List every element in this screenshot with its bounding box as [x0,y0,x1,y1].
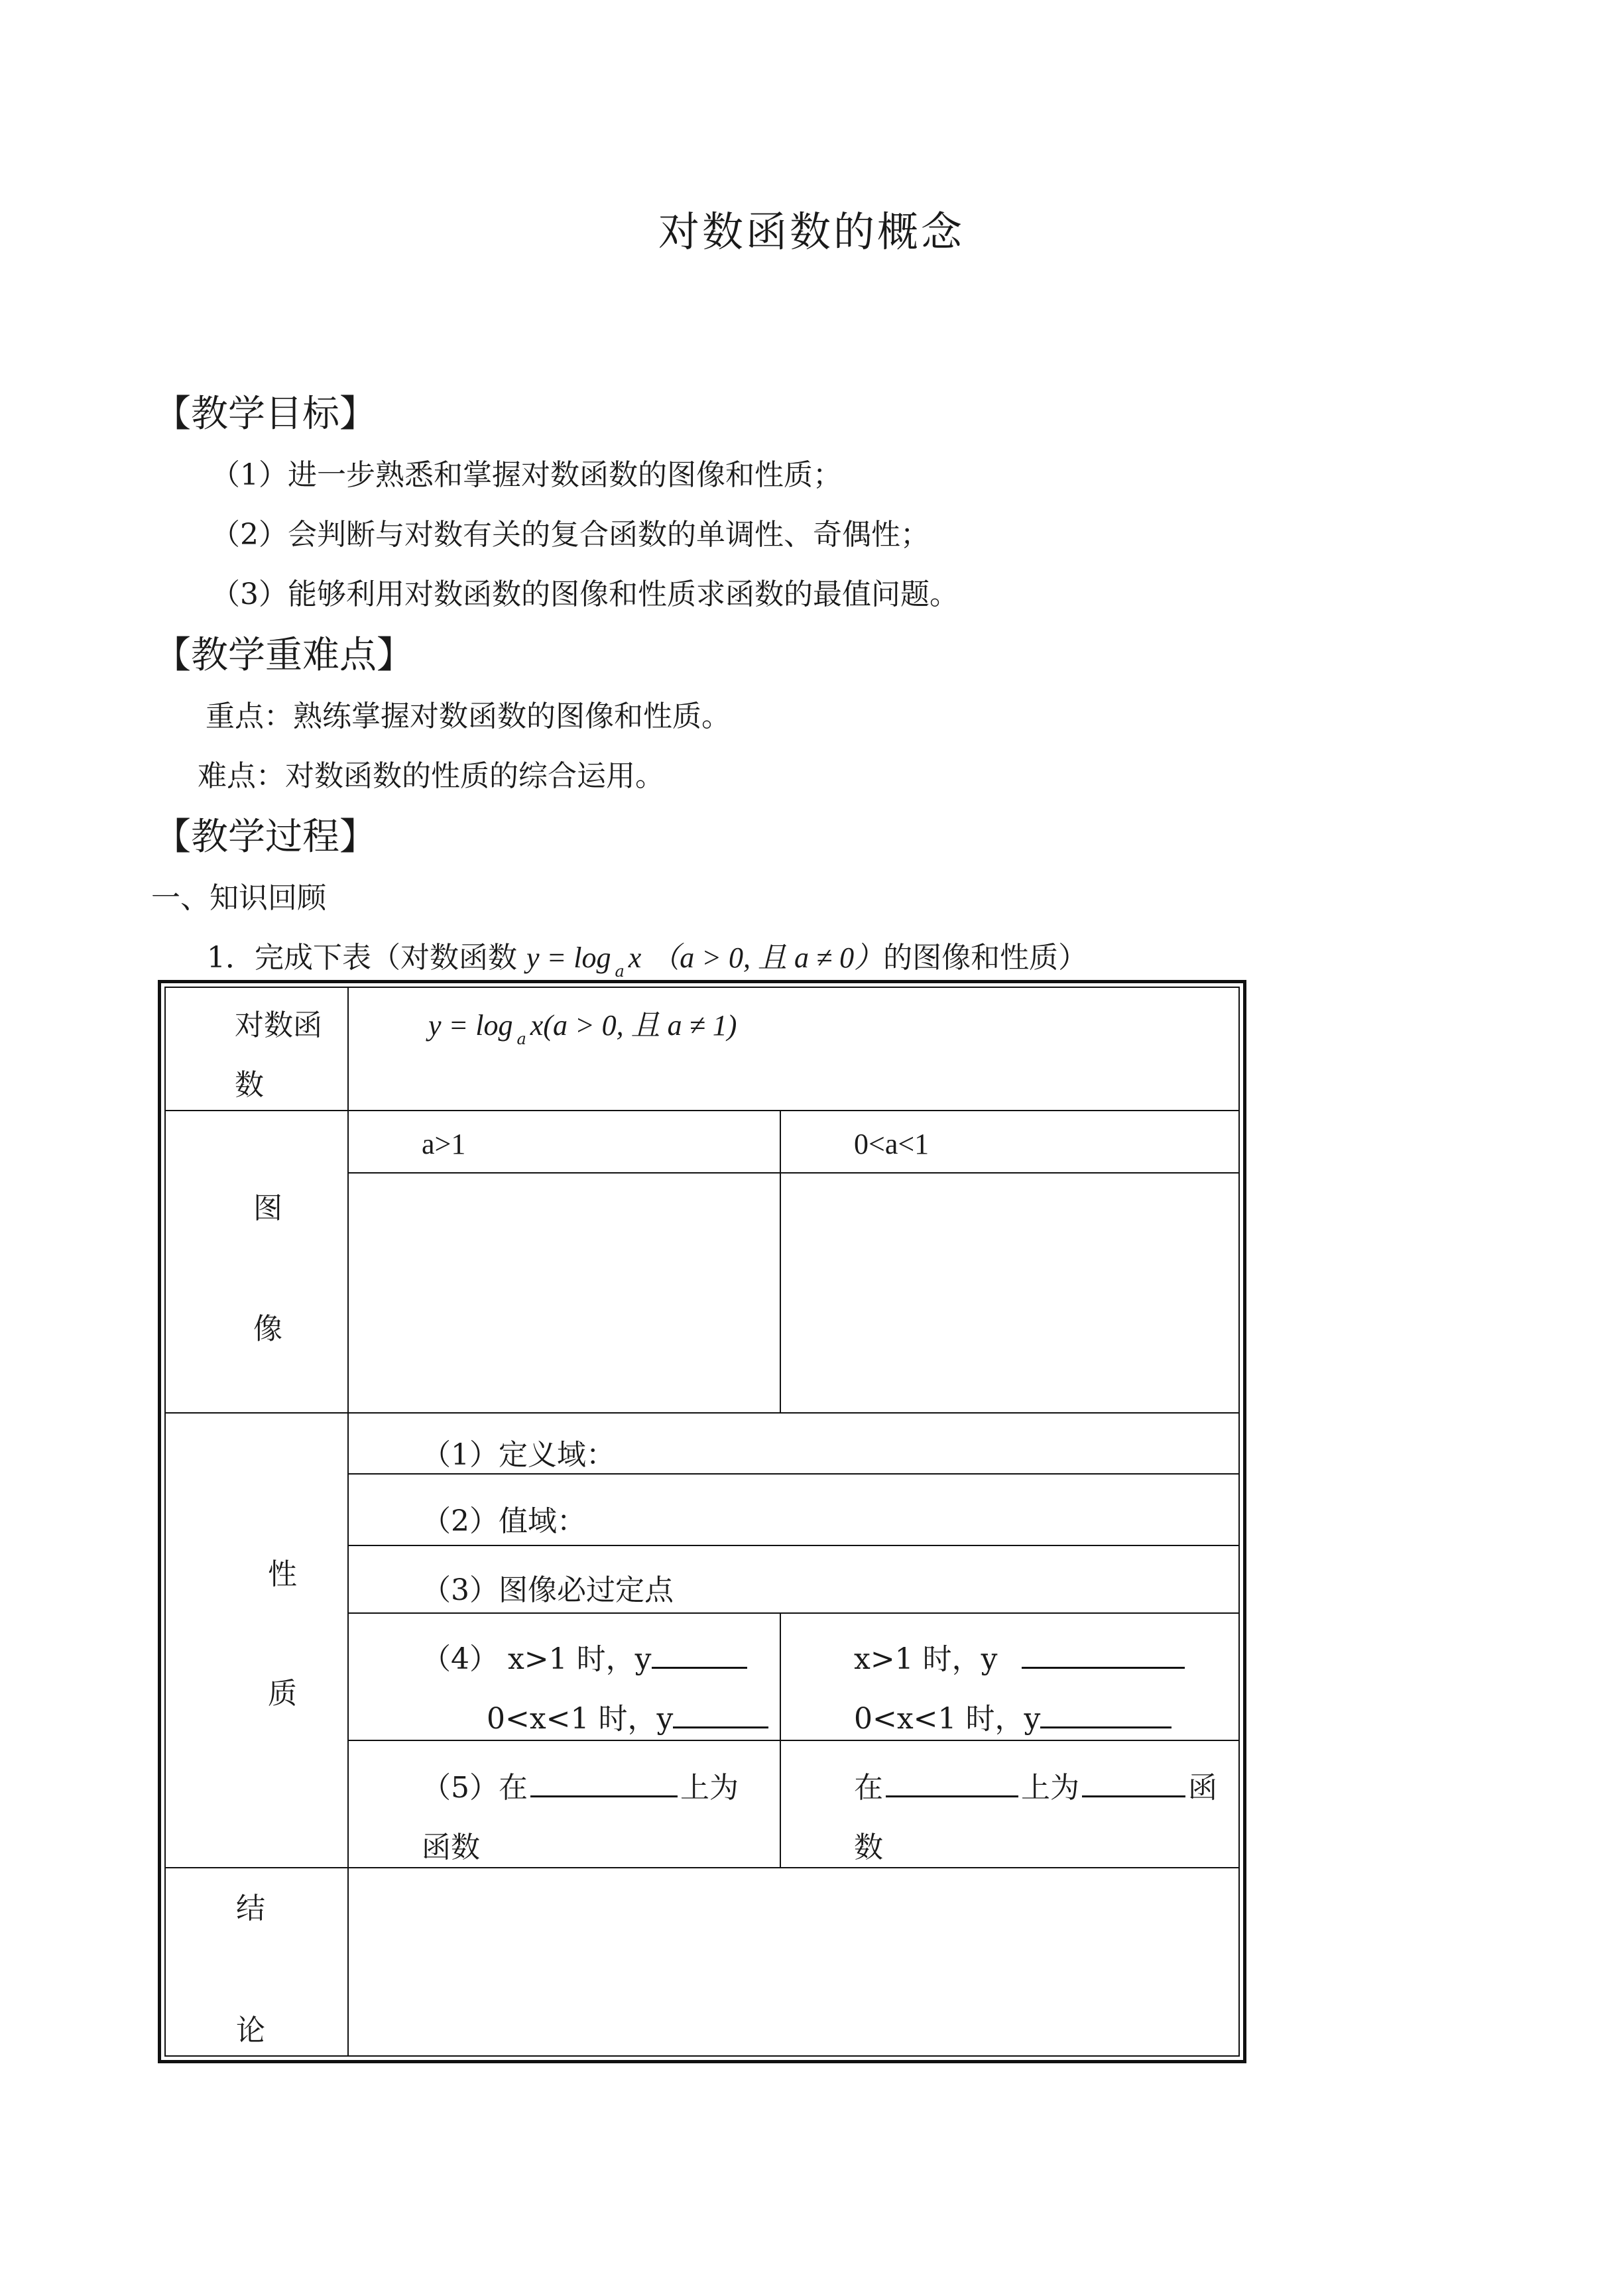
property-5-left-line-2: 函数 [422,1831,480,1864]
task1-var: x [628,941,642,974]
property-5-left-text-a: （5）在 [422,1771,528,1805]
property-5-left-line-1 [422,1764,739,1806]
property-5-right-line-2: 数 [854,1831,883,1864]
conclusion-area[interactable] [349,1868,1238,2055]
table-rule [164,1412,1240,1414]
case-a-greater-than-1: a>1 [422,1128,466,1160]
table-rule [347,1740,1240,1741]
answer-blank[interactable] [530,1769,678,1797]
function-formula-lhs: y = log [428,1009,513,1042]
property-4-left-text-2: 0<x<1 时，y [487,1702,674,1736]
row-label-conclusion: 结 [236,1892,265,1925]
property-4-right-line-2 [854,1695,1172,1737]
function-formula-rest: x(a > 0, 且 a ≠ 1) [530,1009,737,1042]
table-rule [347,1545,1240,1546]
task1-prefix: 1．完成下表（对数函数 [207,941,517,975]
task1-formula: y = log [526,941,611,974]
property-4-right-text-2: 0<x<1 时，y [854,1702,1041,1736]
row-label-graph-cont: 像 [253,1312,282,1346]
table-rule [347,1473,1240,1475]
property-domain: （1）定义域： [422,1438,615,1472]
page-title: 对数函数的概念 [658,208,965,256]
row-label-conclusion-cont: 论 [236,2014,265,2047]
function-formula-base: a [516,1030,526,1048]
answer-blank[interactable] [1022,1640,1185,1669]
property-5-right-text-a: 在 [854,1771,883,1805]
property-range: （2）值域： [422,1504,586,1538]
answer-blank[interactable] [673,1700,768,1728]
process-heading: 【教学过程】 [154,816,377,859]
task1-line [207,934,1088,981]
goal-item-3: （3）能够利用对数函数的图像和性质求函数的最值问题。 [211,577,959,611]
answer-blank[interactable] [886,1769,1018,1797]
key-point: 重点：熟练掌握对数函数的图像和性质。 [206,699,731,733]
property-fixed-point: （3）图像必过定点 [422,1573,674,1607]
key-heading: 【教学重难点】 [154,634,414,677]
answer-blank[interactable] [652,1640,747,1669]
difficult-point: 难点：对数函数的性质的综合运用。 [198,759,664,793]
property-5-right-text-b: 上为 [1021,1771,1079,1805]
task1-base: a [615,962,625,981]
property-4-left-line-2 [487,1695,768,1737]
answer-blank[interactable] [1082,1769,1185,1797]
row-label-properties: 性 [268,1557,297,1591]
task1-condition: （a > 0, 且 a ≠ 0） [650,941,884,974]
answer-blank[interactable] [1040,1700,1172,1728]
property-4-left-text-1: （4） x>1 时，y [422,1642,652,1676]
graph-area-a-gt-1[interactable] [349,1174,778,1411]
property-5-right-text-c: 函 [1188,1771,1217,1805]
graph-area-a-lt-1[interactable] [781,1174,1238,1411]
table-rule [164,1110,1240,1111]
row-label-function: 对数函 [235,1008,322,1042]
property-4-left-line-1 [422,1635,747,1677]
part1-heading: 一、知识回顾 [151,881,326,915]
case-a-less-than-1: 0<a<1 [854,1128,930,1160]
task1-suffix: 的图像和性质） [883,941,1088,975]
goals-heading: 【教学目标】 [154,393,377,436]
property-5-right-line-1 [854,1764,1217,1806]
table-column-rule [780,1612,781,1867]
property-5-left-text-b: 上为 [680,1771,739,1805]
goal-item-1: （1）进一步熟悉和掌握对数函数的图像和性质； [211,458,842,492]
row-label-function-cont: 数 [235,1068,264,1102]
function-formula [428,1001,737,1048]
property-4-right-line-1 [854,1635,1185,1677]
table-rule [347,1612,1240,1614]
row-label-properties-cont: 质 [268,1677,297,1711]
property-4-right-text-1: x>1 时，y [854,1642,998,1676]
goal-item-2: （2）会判断与对数有关的复合函数的单调性、奇偶性； [211,518,930,552]
row-label-graph: 图 [253,1191,282,1225]
